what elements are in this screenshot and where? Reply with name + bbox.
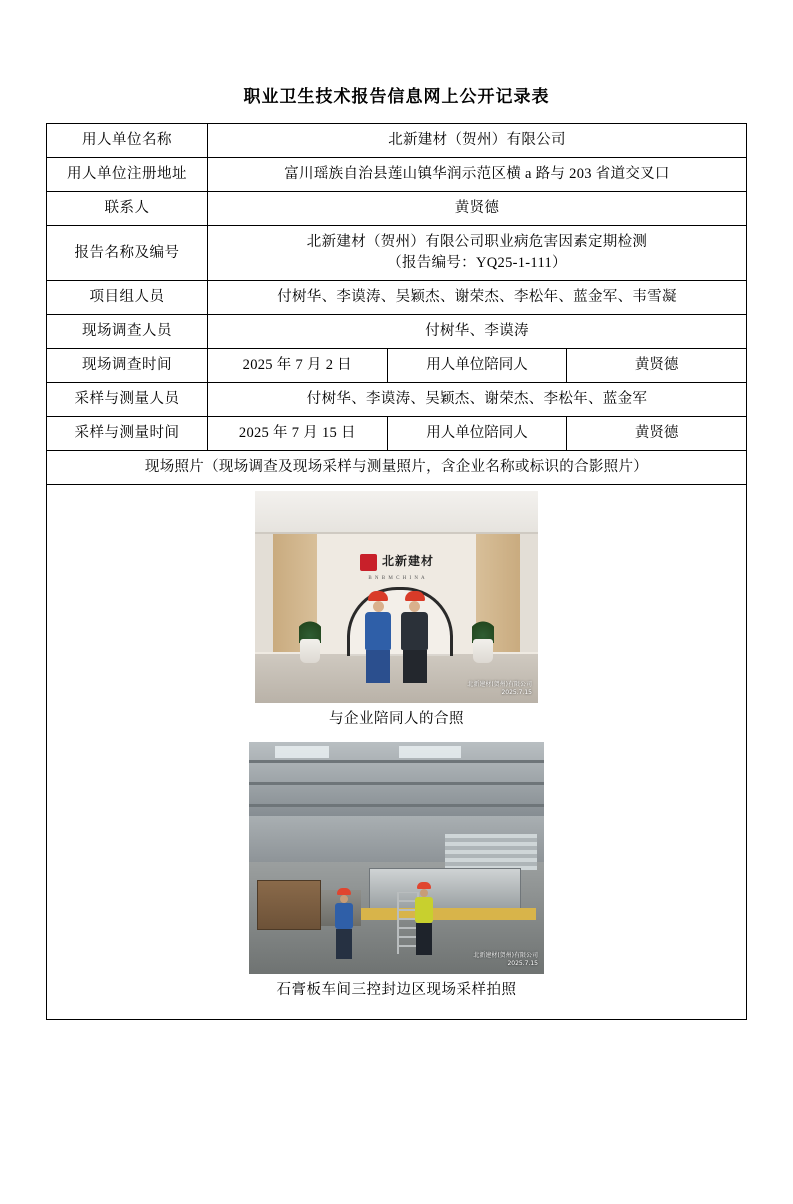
photo2-skylight-1 — [275, 746, 329, 758]
table-row — [47, 124, 747, 158]
photo2-beam-1 — [249, 760, 544, 763]
table-row — [47, 315, 747, 349]
report-name-line1: 北新建材（贺州）有限公司职业病危害因素定期检测 — [306, 234, 648, 251]
photo1-helmet-red-right — [405, 591, 425, 601]
table-row — [47, 417, 747, 451]
photo-block-workshop — [53, 742, 740, 1013]
row-label-contact-person: 联系人 — [47, 192, 208, 226]
table-row — [47, 281, 747, 315]
photo2-beam-2 — [249, 782, 544, 785]
company-logo — [353, 549, 441, 575]
photos-section-body — [47, 485, 747, 1020]
photo2-material-stack-left — [257, 880, 321, 930]
photo1-head-left — [373, 601, 384, 612]
photo1-head-right — [409, 601, 420, 612]
photo1-person-dark-uniform — [401, 591, 428, 683]
photo1-plant-right — [470, 619, 496, 663]
photo2-legs-yellow-worker — [416, 923, 432, 955]
row-value-report-name-number — [208, 226, 747, 281]
row-value-sampling-date: 2025 年 7 月 15 日 — [208, 417, 388, 451]
photo1-legs-left — [366, 650, 390, 683]
photo2-legs-blue-worker — [336, 929, 352, 959]
row-value-sampling-staff: 付树华、李谟涛、吴颖杰、谢荣杰、李松年、蓝金军 — [208, 383, 747, 417]
photo1-caption: 与企业陪同人的合照 — [329, 711, 464, 728]
logo-text: 北新建材 — [381, 554, 434, 569]
photo1-legs-right — [403, 650, 427, 683]
row-value-contact-person: 黄贤德 — [208, 192, 747, 226]
photo2-head-yellow-worker — [420, 889, 428, 897]
photo2-head-blue-worker — [340, 895, 348, 903]
record-table — [46, 123, 747, 1020]
row-value-project-team: 付树华、李谟涛、吴颖杰、谢荣杰、李松年、蓝金军、韦雪凝 — [208, 281, 747, 315]
photo2-torso-yellow-worker — [415, 897, 433, 923]
photo2-watermark-line2: 2025.7.15 — [507, 960, 538, 968]
photo2-worker-yellow-vest — [415, 882, 433, 955]
photo1-helmet-red-left — [368, 591, 388, 601]
photo1-ceiling — [255, 491, 538, 533]
row-label-registered-address: 用人单位注册地址 — [47, 158, 208, 192]
report-name-line2: （报告编号：YQ25-1-111） — [387, 255, 567, 272]
table-row — [47, 349, 747, 383]
photo1-person-blue-uniform — [365, 591, 391, 683]
table-row-photos-header — [47, 451, 747, 485]
page-title: 职业卫生技术报告信息网上公开记录表 — [243, 87, 550, 106]
photo1-torso-left — [365, 612, 391, 650]
photo2-caption: 石膏板车间三控封边区现场采样拍照 — [276, 982, 517, 999]
table-row — [47, 158, 747, 192]
table-row — [47, 192, 747, 226]
photo2-torso-blue-worker — [335, 903, 353, 929]
document-page — [0, 82, 793, 1204]
photo1-watermark — [467, 681, 532, 697]
photo2-beam-3 — [249, 804, 544, 807]
photo2-watermark-line1: 北新建材(贺州)有限公司 — [473, 952, 538, 959]
photo2-gypsum-board-stack — [445, 834, 537, 870]
photo1-watermark-line1: 北新建材(贺州)有限公司 — [467, 680, 532, 688]
photo2-production-line-machine — [369, 868, 521, 910]
photo1-plant-left-pot — [300, 639, 320, 663]
photo-workshop-sampling — [249, 742, 544, 974]
photos-section-header: 现场照片（现场调查及现场采样与测量照片，含企业名称或标识的合影照片） — [47, 451, 747, 485]
row-value-company-name: 北新建材（贺州）有限公司 — [208, 124, 747, 158]
row-label-survey-date: 现场调查时间 — [47, 349, 208, 383]
photo1-wall-panel-far-left — [255, 534, 273, 652]
photo-block-group-photo — [53, 491, 740, 742]
row-sublabel-sampling-escort: 用人单位陪同人 — [387, 417, 567, 451]
row-label-project-team: 项目组人员 — [47, 281, 208, 315]
row-label-report-name-number: 报告名称及编号 — [47, 226, 208, 281]
logo-subtext: B N B M C H I N A — [368, 576, 426, 582]
row-value-survey-staff: 付树华、李谟涛 — [208, 315, 747, 349]
table-row — [47, 226, 747, 281]
photo2-conveyor — [361, 908, 536, 920]
photo2-skylight-2 — [399, 746, 461, 758]
photo1-wall-panel-far-right — [520, 534, 538, 652]
table-row — [47, 383, 747, 417]
photo2-worker-blue — [335, 888, 353, 959]
row-subvalue-sampling-escort: 黄贤德 — [567, 417, 747, 451]
photo2-helmet-yellow-worker — [417, 882, 431, 889]
row-value-survey-date: 2025 年 7 月 2 日 — [208, 349, 388, 383]
photo2-helmet-blue-worker — [337, 888, 351, 895]
row-subvalue-survey-escort: 黄贤德 — [567, 349, 747, 383]
photo2-watermark — [473, 952, 538, 968]
logo-mark-icon — [360, 554, 377, 571]
row-label-survey-staff: 现场调查人员 — [47, 315, 208, 349]
row-label-sampling-staff: 采样与测量人员 — [47, 383, 208, 417]
row-label-company-name: 用人单位名称 — [47, 124, 208, 158]
photo1-plant-left — [297, 619, 323, 663]
row-label-sampling-date: 采样与测量时间 — [47, 417, 208, 451]
row-value-registered-address: 富川瑶族自治县莲山镇华润示范区横 a 路与 203 省道交叉口 — [208, 158, 747, 192]
photo1-watermark-line2: 2025.7.15 — [501, 689, 532, 697]
photo1-plant-right-pot — [473, 639, 493, 663]
row-sublabel-survey-escort: 用人单位陪同人 — [387, 349, 567, 383]
table-row-photos — [47, 485, 747, 1020]
photo1-torso-right — [401, 612, 428, 650]
photo-group-with-escort — [255, 491, 538, 703]
